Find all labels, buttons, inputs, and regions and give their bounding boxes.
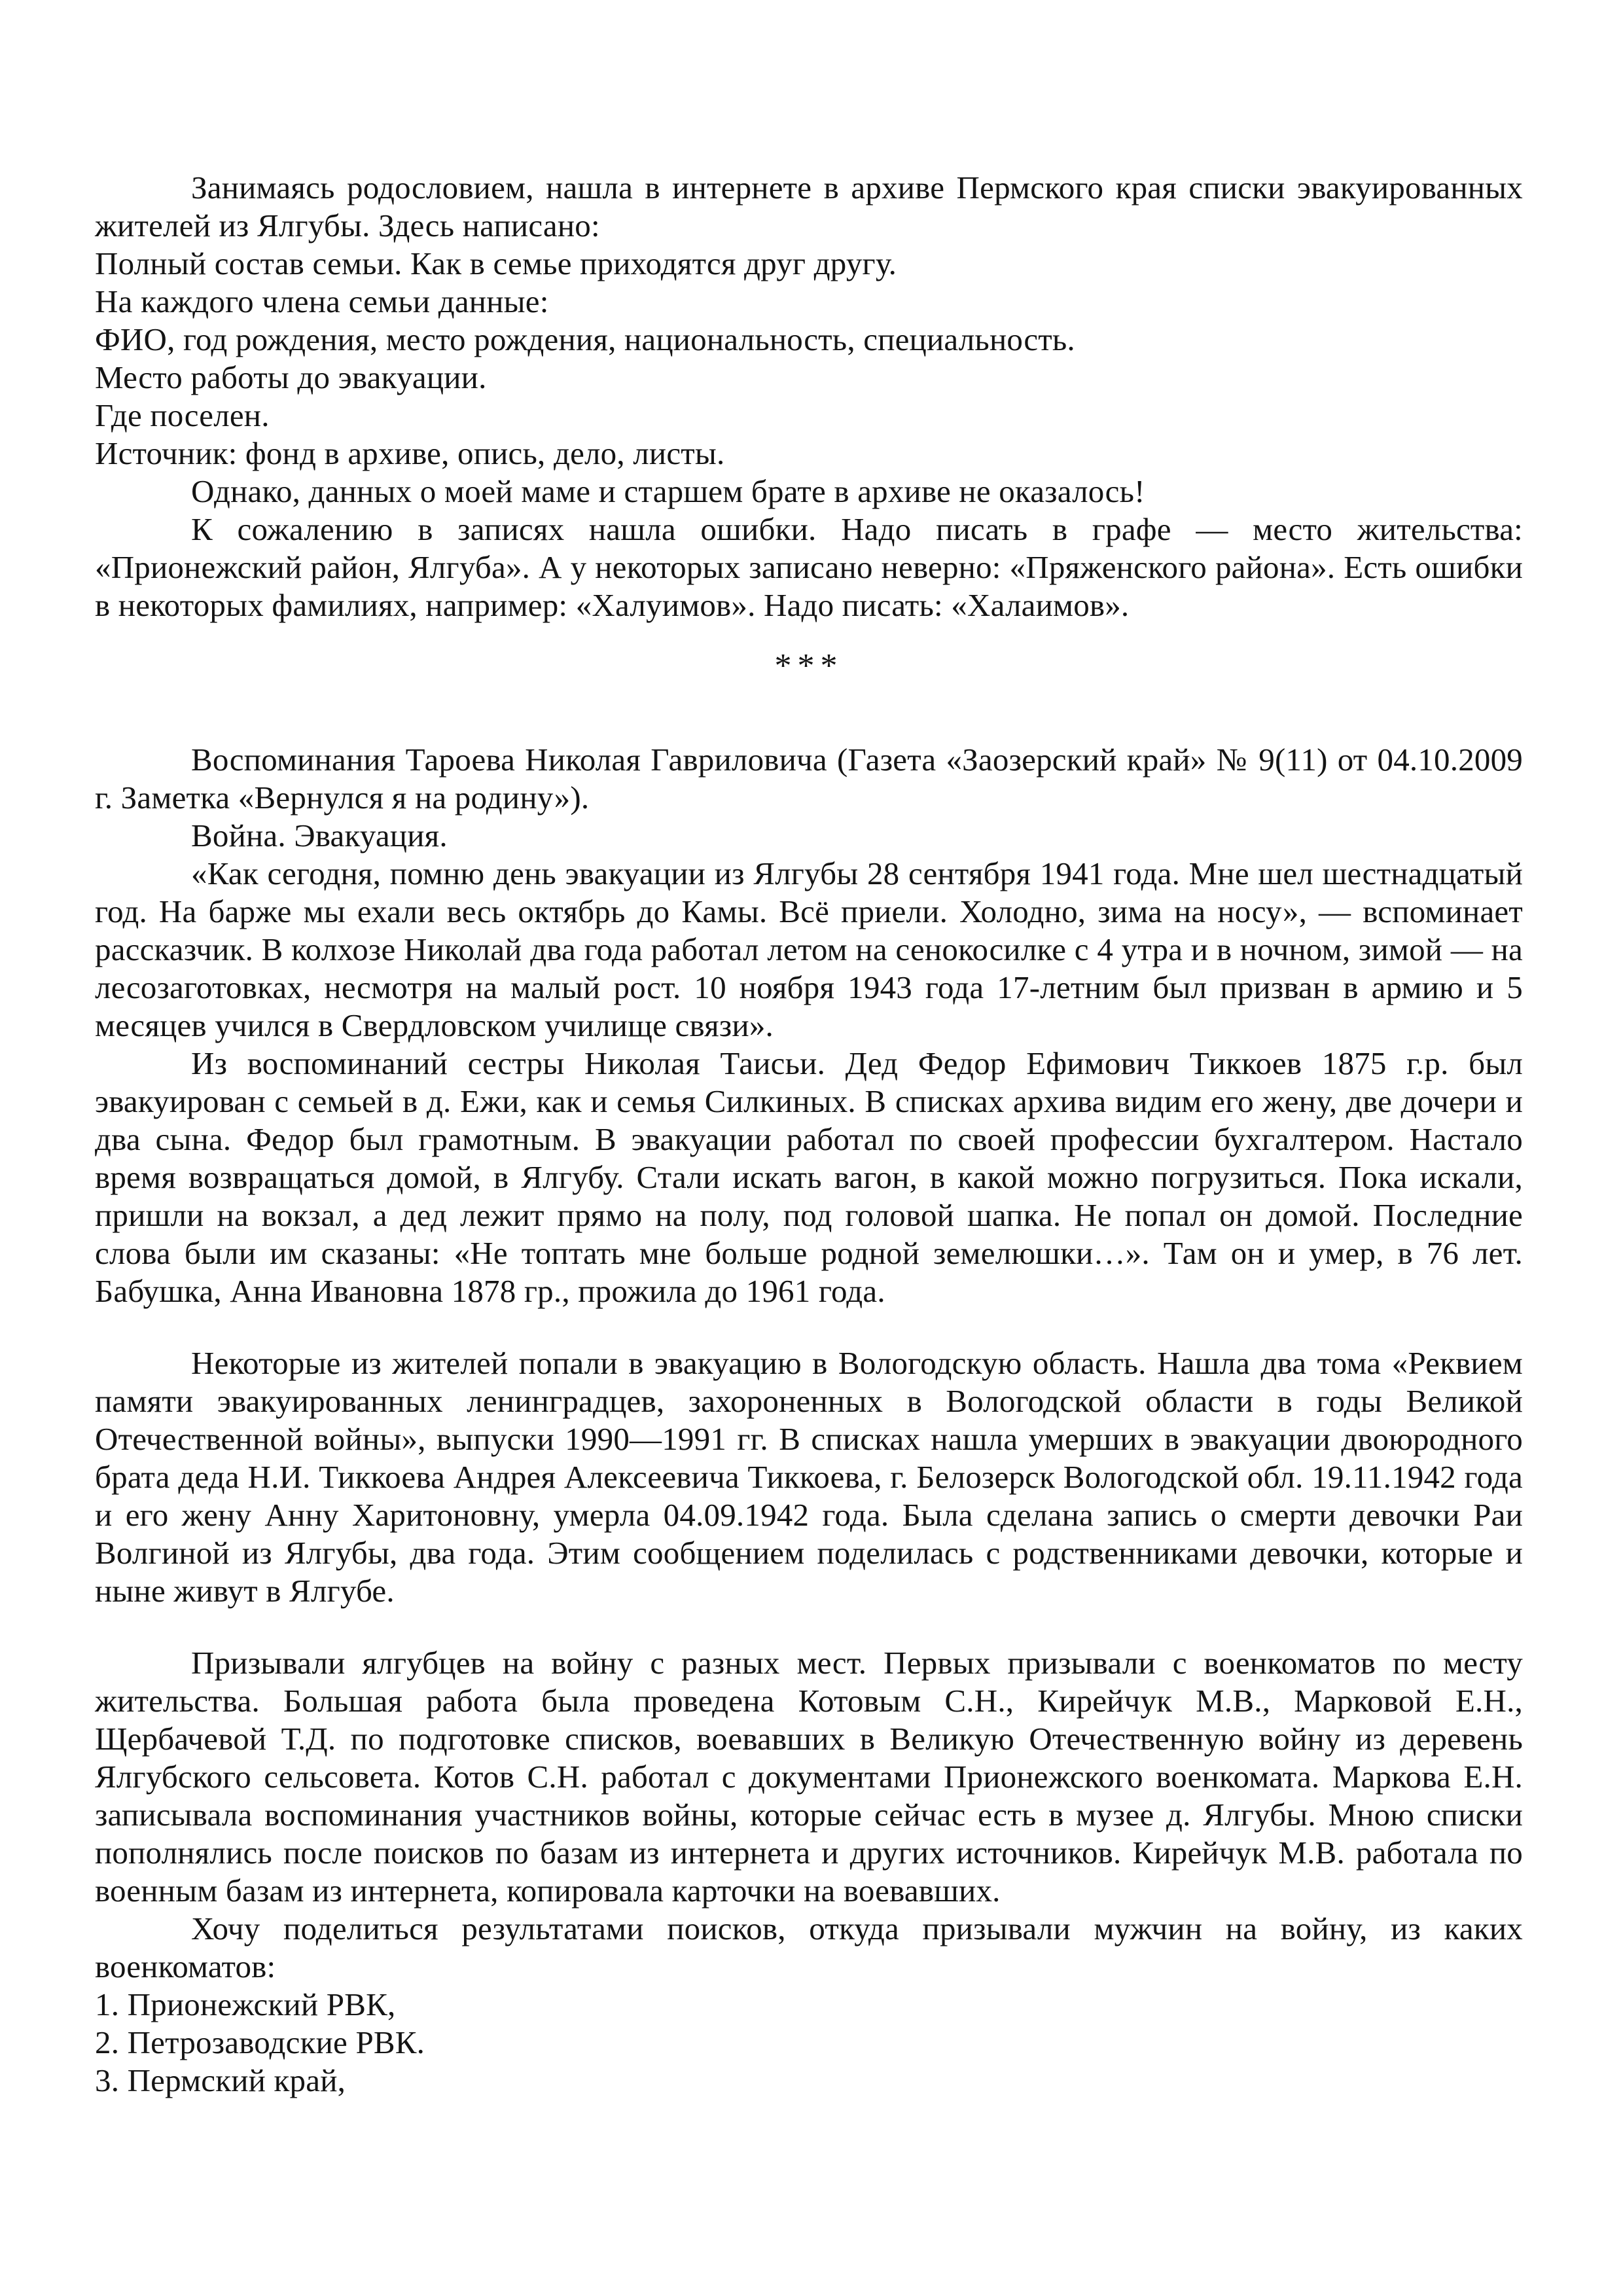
line-archive-source: Источник: фонд в архиве, опись, дело, листы.: [95, 435, 725, 471]
intro-paragraph: Занимаясь родословием, нашла в интернете в архиве Пермского края списки эвакуированных жителей из Ялгубы. Здесь написано:: [95, 170, 1523, 243]
line-war-evacuation: Война. Эвакуация.: [191, 817, 448, 853]
paragraph-memoirs-source: Воспоминания Тароева Николая Гавриловича (Газета «Заозерский край» № 9(11) от 04.10.2009 г. Заметка «Вернулся я на родину»).: [95, 742, 1523, 816]
list-item-rvk-2: 2. Петрозаводские РВК.: [95, 2024, 425, 2060]
line-workplace: Место работы до эвакуации.: [95, 359, 487, 395]
paragraph-sister-memories: Из воспоминаний сестры Николая Таисьи. Дед Федор Ефимович Тиккоев 1875 г.р. был эвакуирован с семьей в д. Ежи, как и семья Силкиных. В списках архива видим его жену, две дочери и два сына. Федор был грамотным. В эвакуации работал по своей профессии бухгалтером. Настало время возвращаться домой, в Ялгубу. Стали искать вагон, в какой можно погрузиться. Пока искали, пришли на вокзал, а дед лежит прямо на полу, под головой шапка. Не попал он домой. Последние слова были им сказаны: «Не топтать мне больше родной земелюшки…». Там он и умер, в 76 лет. Бабушка, Анна Ивановна 1878 гр., прожила до 1961 года.: [95, 1045, 1523, 1309]
paragraph-evacuation-quote: «Как сегодня, помню день эвакуации из Ялгубы 28 сентября 1941 года. Мне шел шестнадцатый год. На барже мы ехали весь октябрь до Камы. Всё приели. Холодно, зима на носу», — вспоминает рассказчик. В колхозе Николай два года работал летом на сенокосилке с 4 утра и в ночном, зимой — на лесозаготовках, несмотря на малый рост. 10 ноября 1943 года 17-летним был призван в армию и 5 месяцев учился в Свердловском училище связи».: [95, 855, 1523, 1043]
paragraph-vologda-region: Некоторые из жителей попали в эвакуацию в Вологодскую область. Нашла два тома «Реквием памяти эвакуированных ленинградцев, захороненных в Вологодской области в годы Великой Отечественной войны», выпуски 1990—1991 гг. В списках нашла умерших в эвакуации двоюродного брата деда Н.И. Тиккоева Андрея Алексеевича Тиккоева, г. Белозерск Вологодской обл. 19.11.1942 года и его жену Анну Харитоновну, умерла 04.09.1942 года. Была сделана запись о смерти девочки Раи Волгиной из Ялгубы, два года. Этим сообщением поделилась с родственниками девочки, которые и ныне живут в Ялгубе.: [95, 1345, 1523, 1609]
list-item-rvk-1: 1. Прионежский РВК,: [95, 1986, 396, 2022]
line-settled: Где поселен.: [95, 397, 270, 433]
paragraph-conscription: Призывали ялгубцев на войну с разных мест. Первых призывали с военкоматов по месту жительства. Большая работа была проведена Котовым С.Н., Кирейчук М.В., Марковой Е.Н., Щербачевой Т.Д. по подготовке списков, воевавших в Великую Отечественную войну из деревень Ялгубского сельсовета. Котов С.Н. работал с документами Прионежского военкомата. Маркова Е.Н. записывала воспоминания участников войны, которые сейчас есть в музее д. Ялгубы. Мною списки пополнялись после поисков по базам из интернета и других источников. Кирейчук М.В. работала по военным базам из интернета, копировала карточки на воевавших.: [95, 1645, 1523, 1909]
line-fio-fields: ФИО, год рождения, место рождения, национальность, специальность.: [95, 321, 1075, 357]
section-separator: ***: [774, 647, 844, 685]
paragraph-no-data-found: Однако, данных о моей маме и старшем брате в архиве не оказалось!: [191, 473, 1145, 509]
paragraph-results-intro: Хочу поделиться результатами поисков, откуда призывали мужчин на войну, из каких военкоматов:: [95, 1910, 1523, 1984]
document-body: [95, 169, 1523, 2100]
list-item-rvk-3: 3. Пермский край,: [95, 2062, 346, 2098]
line-member-data: На каждого члена семьи данные:: [95, 283, 549, 319]
paragraph-record-errors: К сожалению в записях нашла ошибки. Надо писать в графе — место жительства: «Прионежский район, Ялгуба». А у некоторых записано неверно: «Пряженского района». Есть ошибки в некоторых фамилиях, например: «Халуимов». Надо писать: «Халаимов».: [95, 511, 1523, 623]
line-family-composition: Полный состав семьи. Как в семье приходятся друг другу.: [95, 245, 897, 281]
